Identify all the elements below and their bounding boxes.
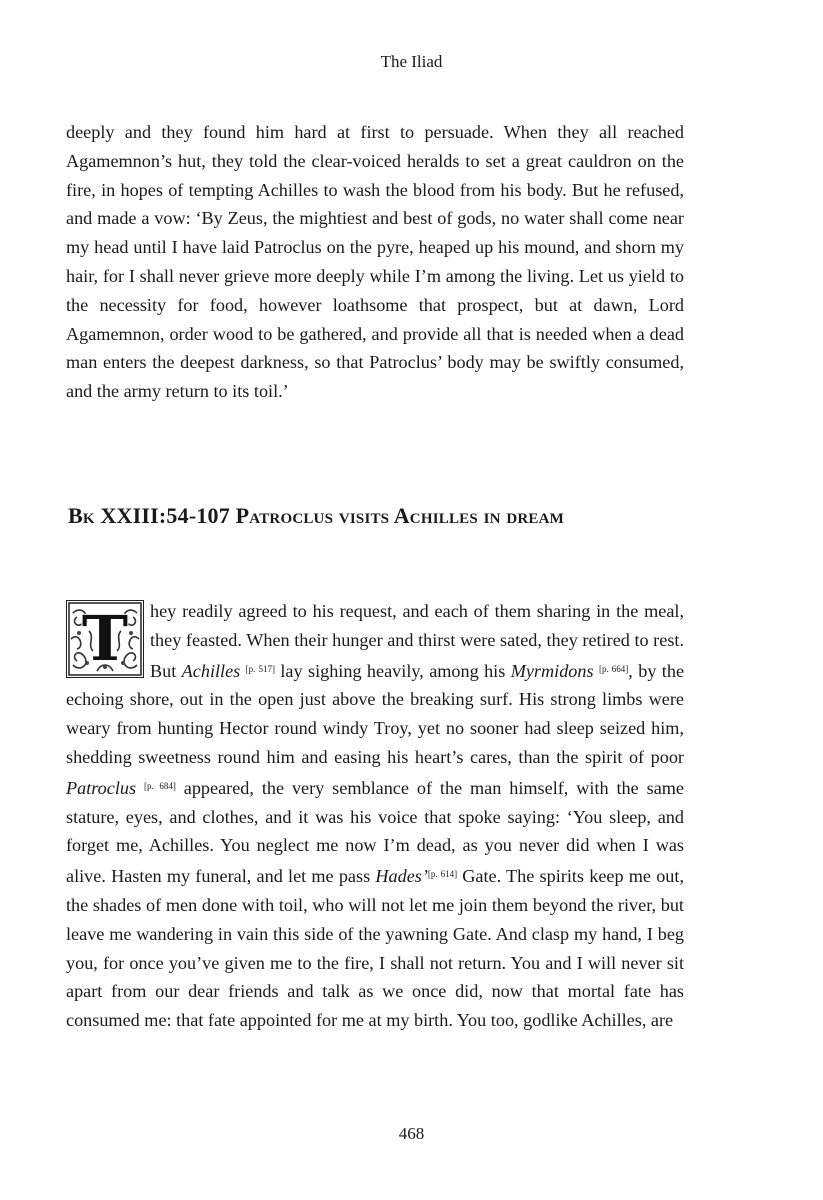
text-run: hey readily agreed to his request, and each of them sharing in the meal, they feasted. When their hunger and thirst were sated, they retired to rest. But [150, 601, 684, 681]
page-ref-link[interactable]: [p. 517] [245, 663, 275, 674]
page-number: 468 [398, 1124, 425, 1143]
page-ref-link[interactable]: [p. 684] [143, 780, 176, 791]
text-run: , by the echoing shore, out in the open just above the breaking surf. His strong limbs were weary from hunting Hector round windy Troy, yet no sooner had sleep seized him, shedding sweetness round him and easing his heart’s cares, than the spirit of poor [66, 660, 685, 767]
name-myrmidons: Myrmidons [510, 660, 594, 681]
name-patroclus: Patroclus [66, 777, 137, 798]
dropcap-letter: T [81, 602, 129, 675]
paragraph-2 [66, 597, 684, 1035]
paragraph-1: deeply and they found him hard at first to persuade. When they all reached Agamemnon’s hut, they told the clear-voiced heralds to set a great cauldron on the fire, in hopes of tempting Achilles to wash the blood from his body. But he refused, and made a vow: ‘By Zeus, the mightiest and best of gods, no water shall come near my head until I have laid Patroclus on the pyre, heaped up his mound, and shorn my hair, for I shall never grieve more deeply while I’m among the living. Let us yield to the necessity for food, however loathsome that prospect, but at dawn, Lord Agamemnon, order wood to be gathered, and provide all that is needed when a dead man enters the deepest darkness, so that Patroclus’ body may be swiftly consumed, and the army return to its toil.’ [66, 122, 684, 402]
decorative-initial [66, 600, 144, 678]
section-heading: Bk XXIII:54-107 Patroclus visits Achilles in dream [68, 503, 565, 528]
name-achilles: Achilles [181, 660, 241, 681]
text-run: lay sighing heavily, among his [275, 660, 511, 681]
running-head: The Iliad [380, 52, 443, 71]
page-ref-link[interactable]: [p. 664] [598, 663, 629, 674]
name-hades: Hades’ [375, 866, 428, 887]
text-run: Gate. The spirits keep me out, the shades of men done with toil, who will not let me join them beyond the river, but leave me wandering in vain this side of the yawning Gate. And clasp my hand, I beg you, for once you’ve given me to the fire, I shall not return. You and I will never sit apart from our dear friends and talk as we once did, now that mortal fate has consumed me: that fate appointed for me at my birth. You too, godlike Achilles, are [66, 866, 684, 1031]
page-ref-link[interactable]: [p. 614] [427, 869, 458, 880]
text-run: appeared, the very semblance of the man himself, with the same stature, eyes, and clothes, and it was his voice that spoke saying: ‘You sleep, and forget me, Achilles. You neglect me now I’m dead, as you never did when I was alive. Hasten my funeral, and let me pass [66, 777, 684, 887]
